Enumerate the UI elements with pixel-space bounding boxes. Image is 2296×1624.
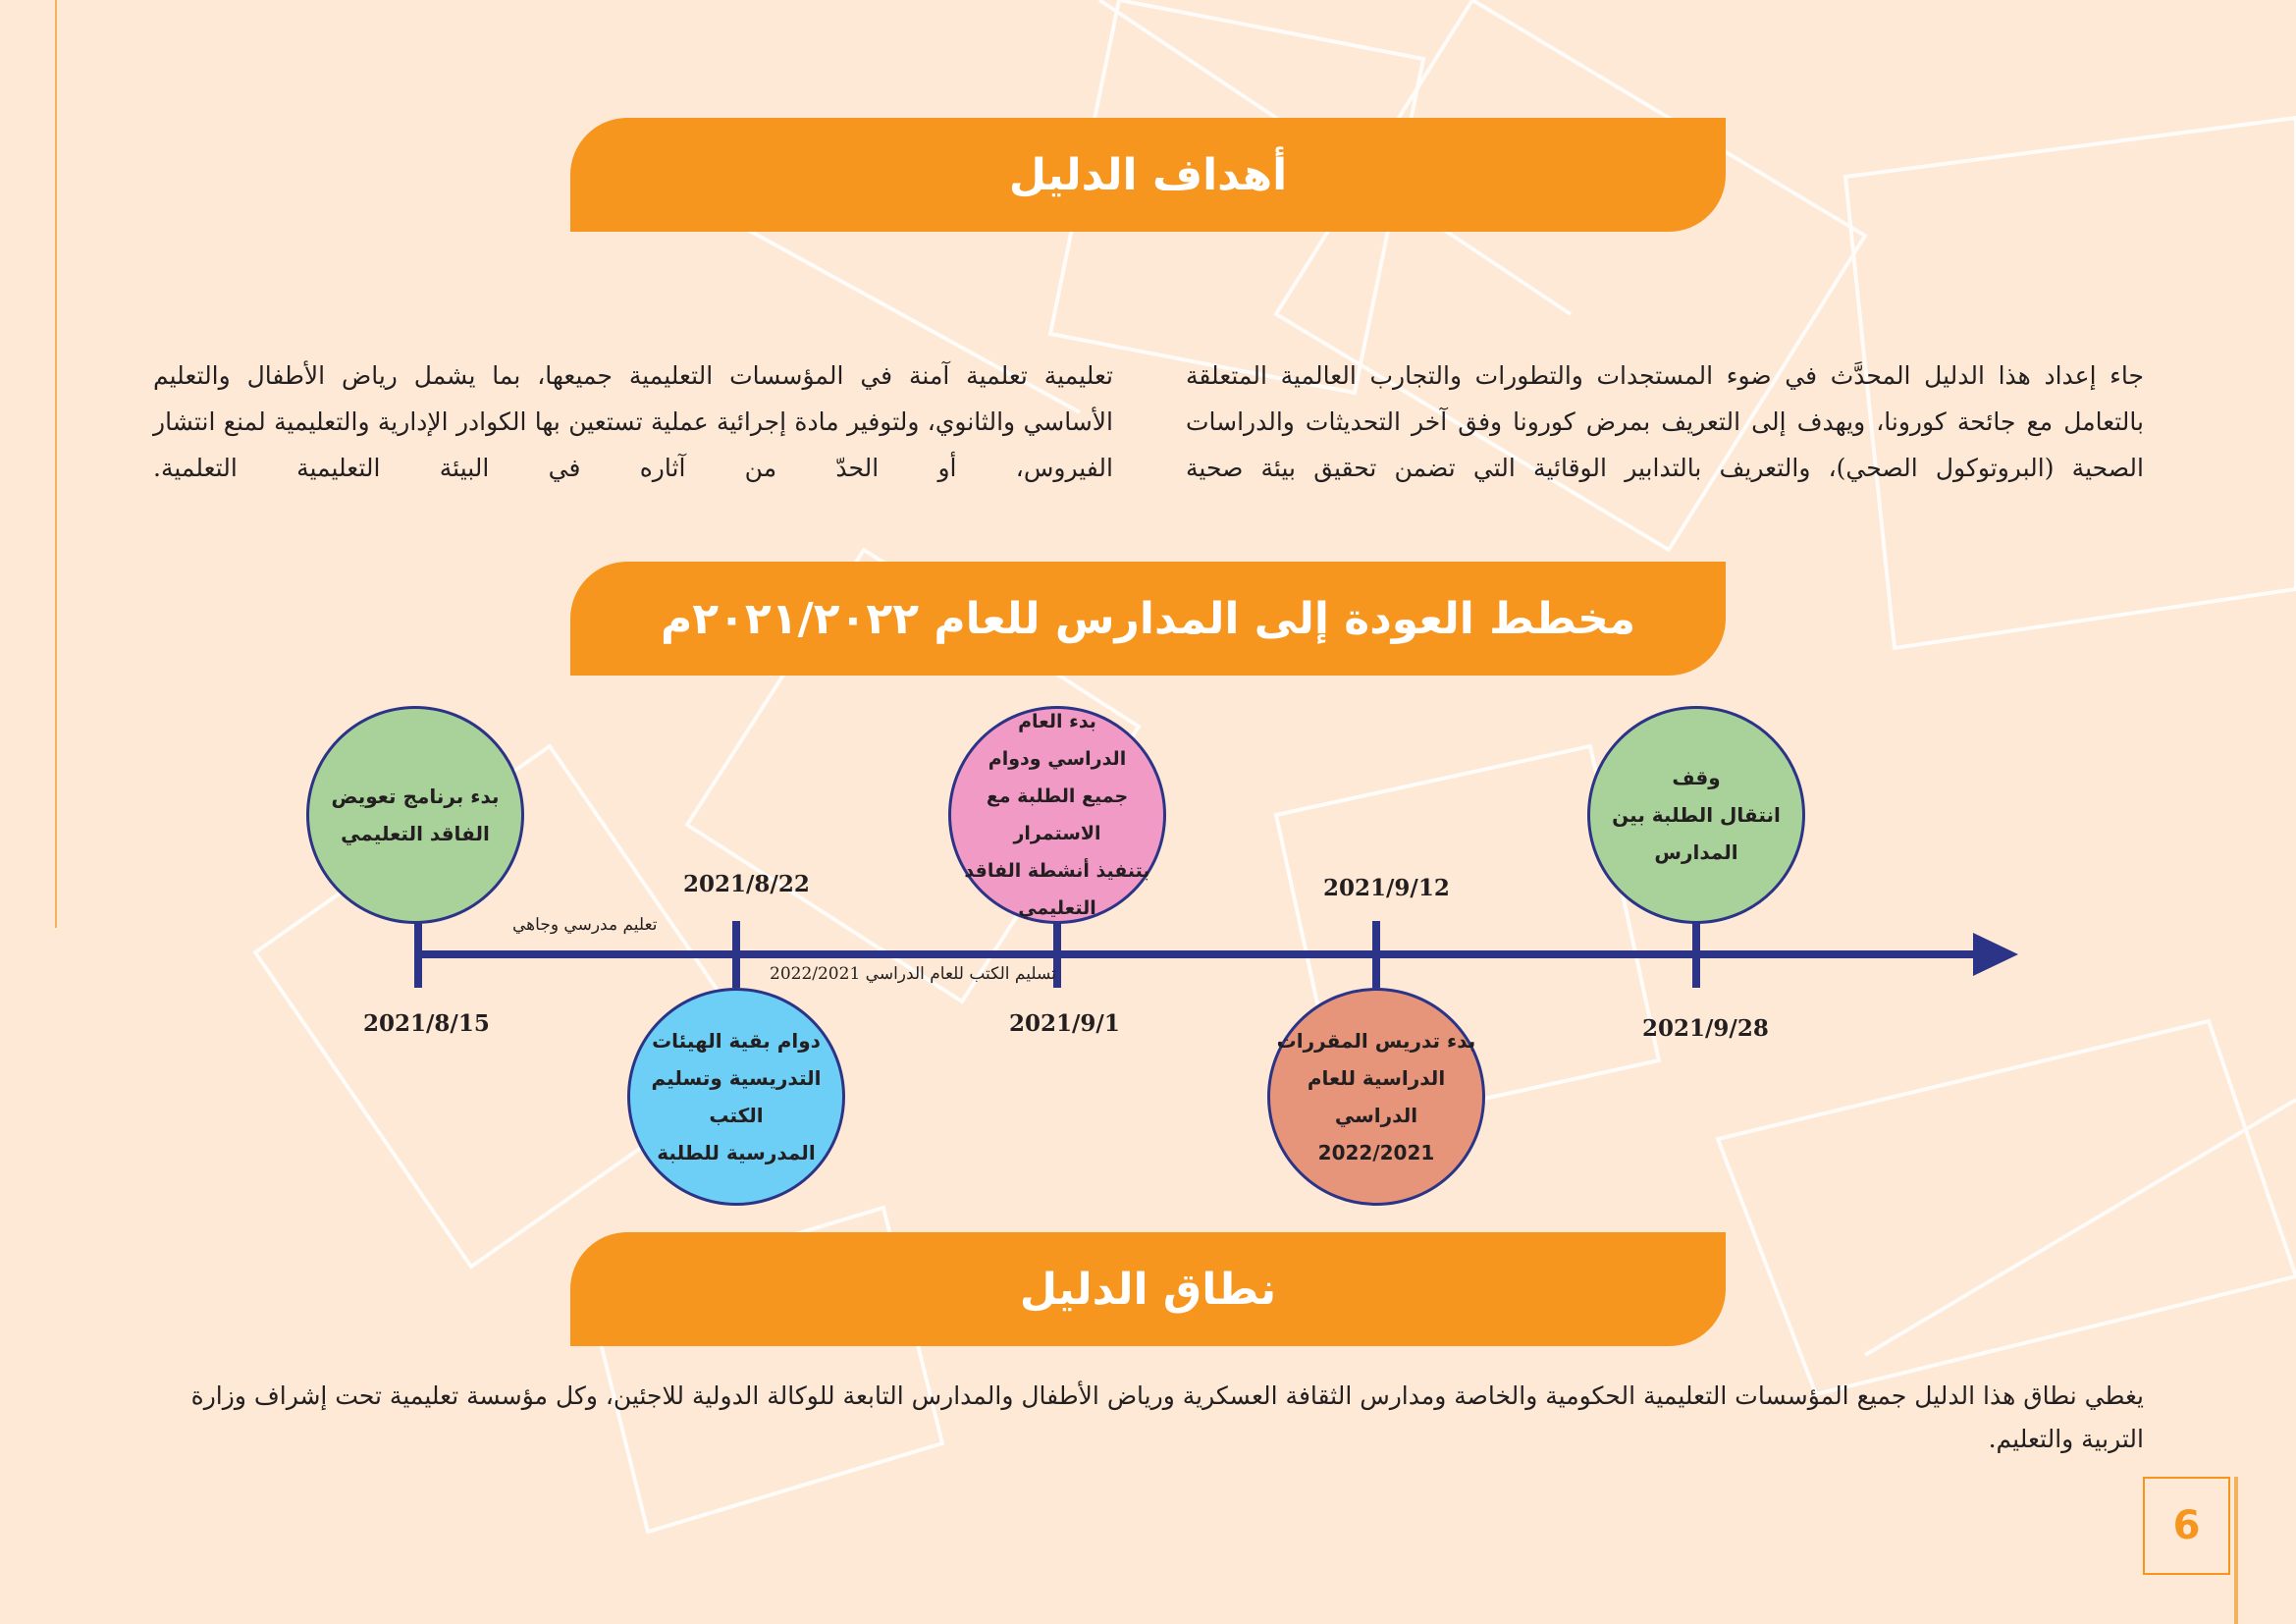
event-text: الدراسية للعام الدراسي [1307, 1066, 1446, 1127]
event-text: جميع الطلبة مع الاستمرار [986, 785, 1129, 844]
right-margin-rule [2234, 1477, 2238, 1624]
heading-scope: نطاق الدليل [570, 1232, 1726, 1346]
event-circle-2 [627, 988, 845, 1206]
event-text: انتقال الطلبة بين [1612, 803, 1781, 827]
event-date-1: 2021/8/15 [363, 1010, 490, 1037]
event-circle-4 [1267, 988, 1485, 1206]
event-text: دوام بقية الهيئات [652, 1029, 821, 1053]
scope-paragraph: يغطي نطاق هذا الدليل جميع المؤسسات التعليمية الحكومية والخاصة ومدارس الثقافة العسكرية ورياض الأطفال والمدارس التابعة للوكالة الدولية للاجئين، وكل مؤسسة تعليمية تحت إشراف وزارة التربية والتعليم. [190, 1381, 2144, 1453]
goals-paragraph-right: جاء إعداد هذا الدليل المحدَّث في ضوء المستجدات والتطورات والتجارب العالمية المتعلقة بالتعامل مع جائحة كورونا، ويهدف إلى التعريف بمرض كورونا وفق آخر التحديثات والدراسات الصحية (البروتوكول الصحي)، والتعريف بالتدابير الوقائية التي تضمن تحقيق بيئة صحية [1186, 361, 2144, 482]
heading-plan: مخطط العودة إلى المدارس للعام ٢٠٢١/٢٠٢٢م [570, 562, 1726, 676]
event-date-2: 2021/8/22 [683, 871, 810, 897]
timeline-label-books: تسليم الكتب للعام الدراسي 2022/2021 [770, 964, 1056, 984]
event-text: المدرسية للطلبة [657, 1141, 816, 1164]
event-text: 2022/2021 [1317, 1141, 1435, 1164]
event-text: الفاقد التعليمي [341, 822, 490, 845]
event-circle-3 [948, 706, 1166, 924]
event-text: المدارس [1654, 840, 1738, 864]
event-text: بدء برنامج تعويض [331, 785, 500, 808]
event-text: بتنفيذ أنشطة الفاقد [964, 860, 1150, 882]
heading-goals: أهداف الدليل [570, 118, 1726, 232]
event-date-4: 2021/9/12 [1323, 875, 1450, 901]
event-date-5: 2021/9/28 [1642, 1015, 1769, 1042]
event-text: الدراسي ودوام [988, 748, 1127, 770]
timeline-arrowhead [1973, 933, 2018, 976]
timeline-label-face-to-face: تعليم مدرسي وجاهي [512, 915, 658, 935]
event-text: بدء العام [1018, 711, 1096, 732]
event-date-3: 2021/9/1 [1009, 1010, 1120, 1037]
event-text: وقف [1672, 766, 1721, 789]
event-circle-5 [1587, 706, 1805, 924]
event-circle-1 [306, 706, 524, 924]
event-text: التدريسية وتسليم الكتب [651, 1066, 822, 1127]
page-number: 6 [2143, 1477, 2230, 1575]
event-text: بدء تدريس المقررات [1276, 1029, 1476, 1053]
event-text: التعليمي [1018, 897, 1096, 919]
goals-paragraph-left: تعليمية تعلمية آمنة في المؤسسات التعليمية جميعها، بما يشمل رياض الأطفال والتعليم الأساسي والثانوي، ولتوفير مادة إجرائية عملية تستعين بها الكوادر الإدارية والتعليمية لمنع انتشار الفيروس، أو الحدّ من آثاره في البيئة التعليمية التعلمية. [153, 361, 1113, 482]
